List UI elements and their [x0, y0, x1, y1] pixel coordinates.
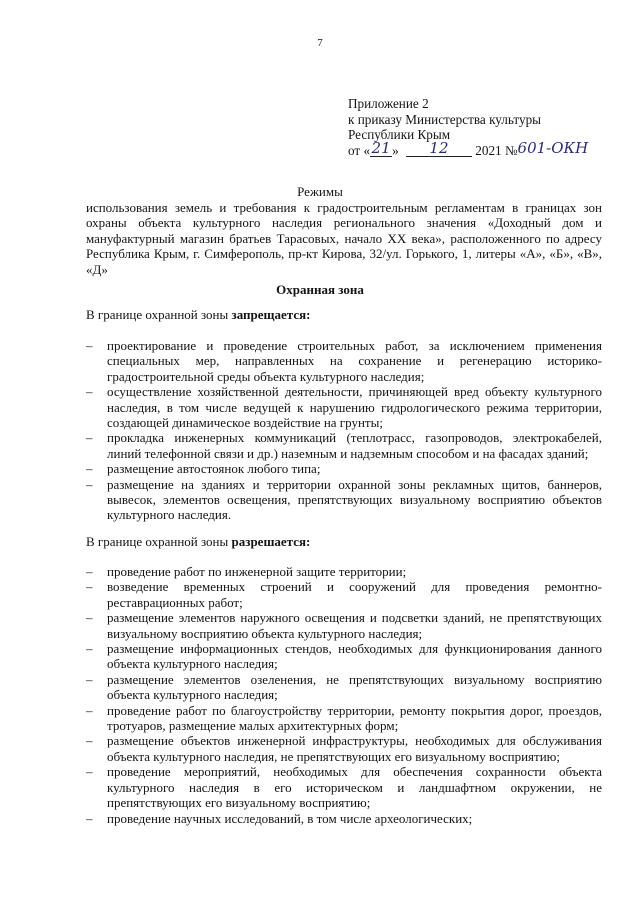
allowed-item-text: проведение работ по благоустройству территории, ремонту покрытия дорог, проездов, тротуаров, размещение малых архитектурных форм; [107, 702, 602, 734]
allowed-item [86, 564, 602, 579]
appendix-date-line [348, 138, 589, 159]
bullet-dash: – [86, 564, 93, 579]
bullet-dash: – [86, 579, 93, 595]
prohibited-item [86, 461, 602, 476]
bullet-dash: – [86, 338, 93, 353]
prohibited-item-text: проектирование и проведение строительных работ, за исключением применения специальных мер, направленных на сохранение и регенерацию историко-градостроительной среды объекта культурного наследия; [107, 338, 602, 384]
prohibited-list [86, 338, 602, 523]
document-title: Режимы [297, 184, 343, 199]
allowed-item-text: возведение временных строений и сооружений для проведения ремонтно-реставрационных работ; [107, 579, 602, 610]
allowed-item-text: размещение объектов инженерной инфраструктуры, необходимых для обслуживания объекта культурного наследия, не препятствующих его визуальному восприятию; [107, 733, 602, 764]
prohibited-item-text: осуществление хозяйственной деятельности, причиняющей вред объекту культурного наследия, в том числе ведущей к нарушению гидрологического режима территории, создающей динамическое воздействие на грунты; [107, 384, 602, 431]
month-field [406, 138, 472, 157]
bullet-dash: – [86, 476, 93, 492]
allowed-item-text: размещение элементов наружного освещения и подсветки зданий, не препятствующих визуальному восприятию объекта культурного наследия; [107, 610, 602, 641]
prohibited-item [86, 384, 602, 430]
allowed-item [86, 764, 602, 810]
allowed-item-text: размещение элементов озеленения, не препятствующих визуальному восприятию объекта культурного наследия; [107, 671, 602, 703]
allowed-item [86, 579, 602, 610]
bullet-dash: – [86, 610, 93, 626]
allowed-list [86, 564, 602, 826]
bullet-dash: – [86, 733, 93, 749]
bullet-dash: – [86, 810, 93, 826]
allowed-item [86, 641, 602, 672]
allowed-item-text: проведение мероприятий, необходимых для обеспечения сохранности объекта культурного наследия в его историческом и ландшафтном окружении, не препятствующих его визуальному восприятию; [107, 764, 602, 811]
prohibited-heading-text: В границе охранной зоны [86, 307, 232, 322]
zone-title: Охранная зона [276, 282, 364, 297]
prohibited-item-text: размещение на зданиях и территории охранной зоны рекламных щитов, баннеров, вывесок, элементов освещения, препятствующих визуальному восприятию объектов культурного наследия. [107, 476, 602, 523]
allowed-heading-text: В границе охранной зоны [86, 534, 232, 549]
prohibited-item [86, 338, 602, 384]
prohibited-item [86, 477, 602, 523]
allowed-heading-bold: разрешается: [231, 534, 311, 549]
year: 2021 [475, 142, 502, 158]
prohibited-heading [86, 307, 602, 322]
month-handwritten: 12 [429, 138, 449, 157]
prohibited-item-text: прокладка инженерных коммуникаций (теплотрасс, газопроводов, электрокабелей, линий телефонной связи и др.) наземным и надземным способом и на фасадах зданий; [107, 430, 602, 461]
prohibited-item [86, 430, 602, 461]
day-field [370, 138, 392, 157]
bullet-dash: – [86, 702, 93, 718]
appendix-header [348, 96, 589, 158]
bullet-dash: – [86, 384, 93, 400]
date-mid: » [392, 142, 399, 158]
allowed-item [86, 811, 602, 826]
allowed-item [86, 610, 602, 641]
allowed-item-text: размещение информационных стендов, необходимых для функционирования данного объекта культурного наследия; [107, 641, 602, 672]
number-prefix: № [504, 142, 518, 158]
allowed-item [86, 703, 602, 734]
document-intro: использования земель и требования к градостроительным регламентам в границах зон охраны объекта культурного наследия регионального значения «Доходный дом и мануфактурный магазин братьев Тарасовых, начало XX века», расположенного по адресу Республика Крым, г. Симферополь, пр-кт Кирова, 32/ул. Горького, 1, литеры «А», «Б», «В», «Д» [86, 200, 602, 277]
appendix-line-1: Приложение 2 [348, 96, 429, 111]
appendix-line-3: Республики Крым [348, 127, 451, 143]
bullet-dash: – [86, 671, 93, 687]
day-handwritten: 21 [371, 138, 391, 157]
prohibited-heading-bold: запрещается: [231, 307, 311, 322]
allowed-heading [86, 534, 602, 549]
appendix-line-2: к приказу Министерства культуры [348, 111, 542, 127]
page-number: 7 [317, 37, 323, 49]
bullet-dash: – [86, 764, 93, 780]
allowed-item-text: проведение работ по инженерной защите территории; [107, 564, 407, 579]
bullet-dash: – [86, 430, 93, 446]
bullet-dash: – [86, 461, 93, 477]
allowed-item [86, 733, 602, 764]
number-handwritten: 601-ОКН [517, 138, 589, 157]
bullet-dash: – [86, 641, 93, 657]
date-prefix: от « [348, 142, 371, 158]
allowed-item-text: проведение научных исследований, в том числе археологических; [107, 810, 473, 826]
number-field [517, 138, 589, 157]
prohibited-item-text: размещение автостоянок любого типа; [107, 461, 321, 477]
allowed-item [86, 672, 602, 703]
